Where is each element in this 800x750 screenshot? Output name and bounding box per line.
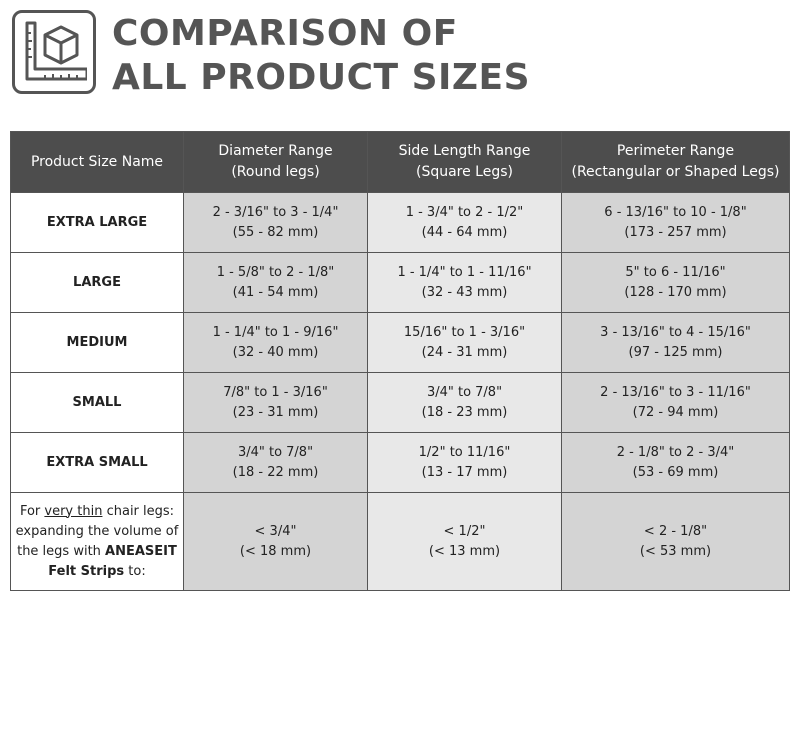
- diameter-cell: 2 - 3/16" to 3 - 1/4" (55 - 82 mm): [184, 193, 368, 253]
- header-perimeter-range: Perimeter Range (Rectangular or Shaped Legs): [562, 132, 790, 193]
- title-line-2: ALL PRODUCT SIZES: [112, 57, 531, 98]
- table-row: [11, 373, 790, 433]
- title-line-1: COMPARISON OF: [112, 13, 458, 54]
- perimeter-cell: 3 - 13/16" to 4 - 15/16" (97 - 125 mm): [562, 313, 790, 373]
- page-header: [12, 10, 792, 100]
- side-length-cell: 1/2" to 11/16" (13 - 17 mm): [368, 433, 562, 493]
- size-name: EXTRA SMALL: [11, 433, 184, 493]
- side-length-cell: 3/4" to 7/8" (18 - 23 mm): [368, 373, 562, 433]
- table-row: [11, 313, 790, 373]
- thin-legs-row: [11, 493, 790, 591]
- perimeter-cell: 5" to 6 - 11/16" (128 - 170 mm): [562, 253, 790, 313]
- measurement-cube-icon: [12, 10, 96, 94]
- thin-legs-note: For very thin chair legs: expanding the volume of the legs with ANEASEIT Felt Strips to:: [11, 493, 184, 591]
- diameter-cell: 1 - 1/4" to 1 - 9/16" (32 - 40 mm): [184, 313, 368, 373]
- header-diameter-range: Diameter Range (Round legs): [184, 132, 368, 193]
- table-row: [11, 433, 790, 493]
- size-comparison-table: [10, 131, 790, 591]
- perimeter-cell: < 2 - 1/8" (< 53 mm): [562, 493, 790, 591]
- perimeter-cell: 2 - 13/16" to 3 - 11/16" (72 - 94 mm): [562, 373, 790, 433]
- diameter-cell: 3/4" to 7/8" (18 - 22 mm): [184, 433, 368, 493]
- side-length-cell: 1 - 3/4" to 2 - 1/2" (44 - 64 mm): [368, 193, 562, 253]
- diameter-cell: < 3/4" (< 18 mm): [184, 493, 368, 591]
- size-name: LARGE: [11, 253, 184, 313]
- brand-name: ANEASEIT Felt Strips: [48, 543, 177, 579]
- size-name: SMALL: [11, 373, 184, 433]
- header-product-size-name: Product Size Name: [11, 132, 184, 193]
- perimeter-cell: 6 - 13/16" to 10 - 1/8" (173 - 257 mm): [562, 193, 790, 253]
- page-title: [112, 12, 530, 100]
- side-length-cell: < 1/2" (< 13 mm): [368, 493, 562, 591]
- diameter-cell: 7/8" to 1 - 3/16" (23 - 31 mm): [184, 373, 368, 433]
- table-row: [11, 253, 790, 313]
- side-length-cell: 1 - 1/4" to 1 - 11/16" (32 - 43 mm): [368, 253, 562, 313]
- size-name: EXTRA LARGE: [11, 193, 184, 253]
- perimeter-cell: 2 - 1/8" to 2 - 3/4" (53 - 69 mm): [562, 433, 790, 493]
- table-row: [11, 193, 790, 253]
- side-length-cell: 15/16" to 1 - 3/16" (24 - 31 mm): [368, 313, 562, 373]
- size-name: MEDIUM: [11, 313, 184, 373]
- diameter-cell: 1 - 5/8" to 2 - 1/8" (41 - 54 mm): [184, 253, 368, 313]
- table-header-row: [11, 132, 790, 193]
- header-side-length-range: Side Length Range (Square Legs): [368, 132, 562, 193]
